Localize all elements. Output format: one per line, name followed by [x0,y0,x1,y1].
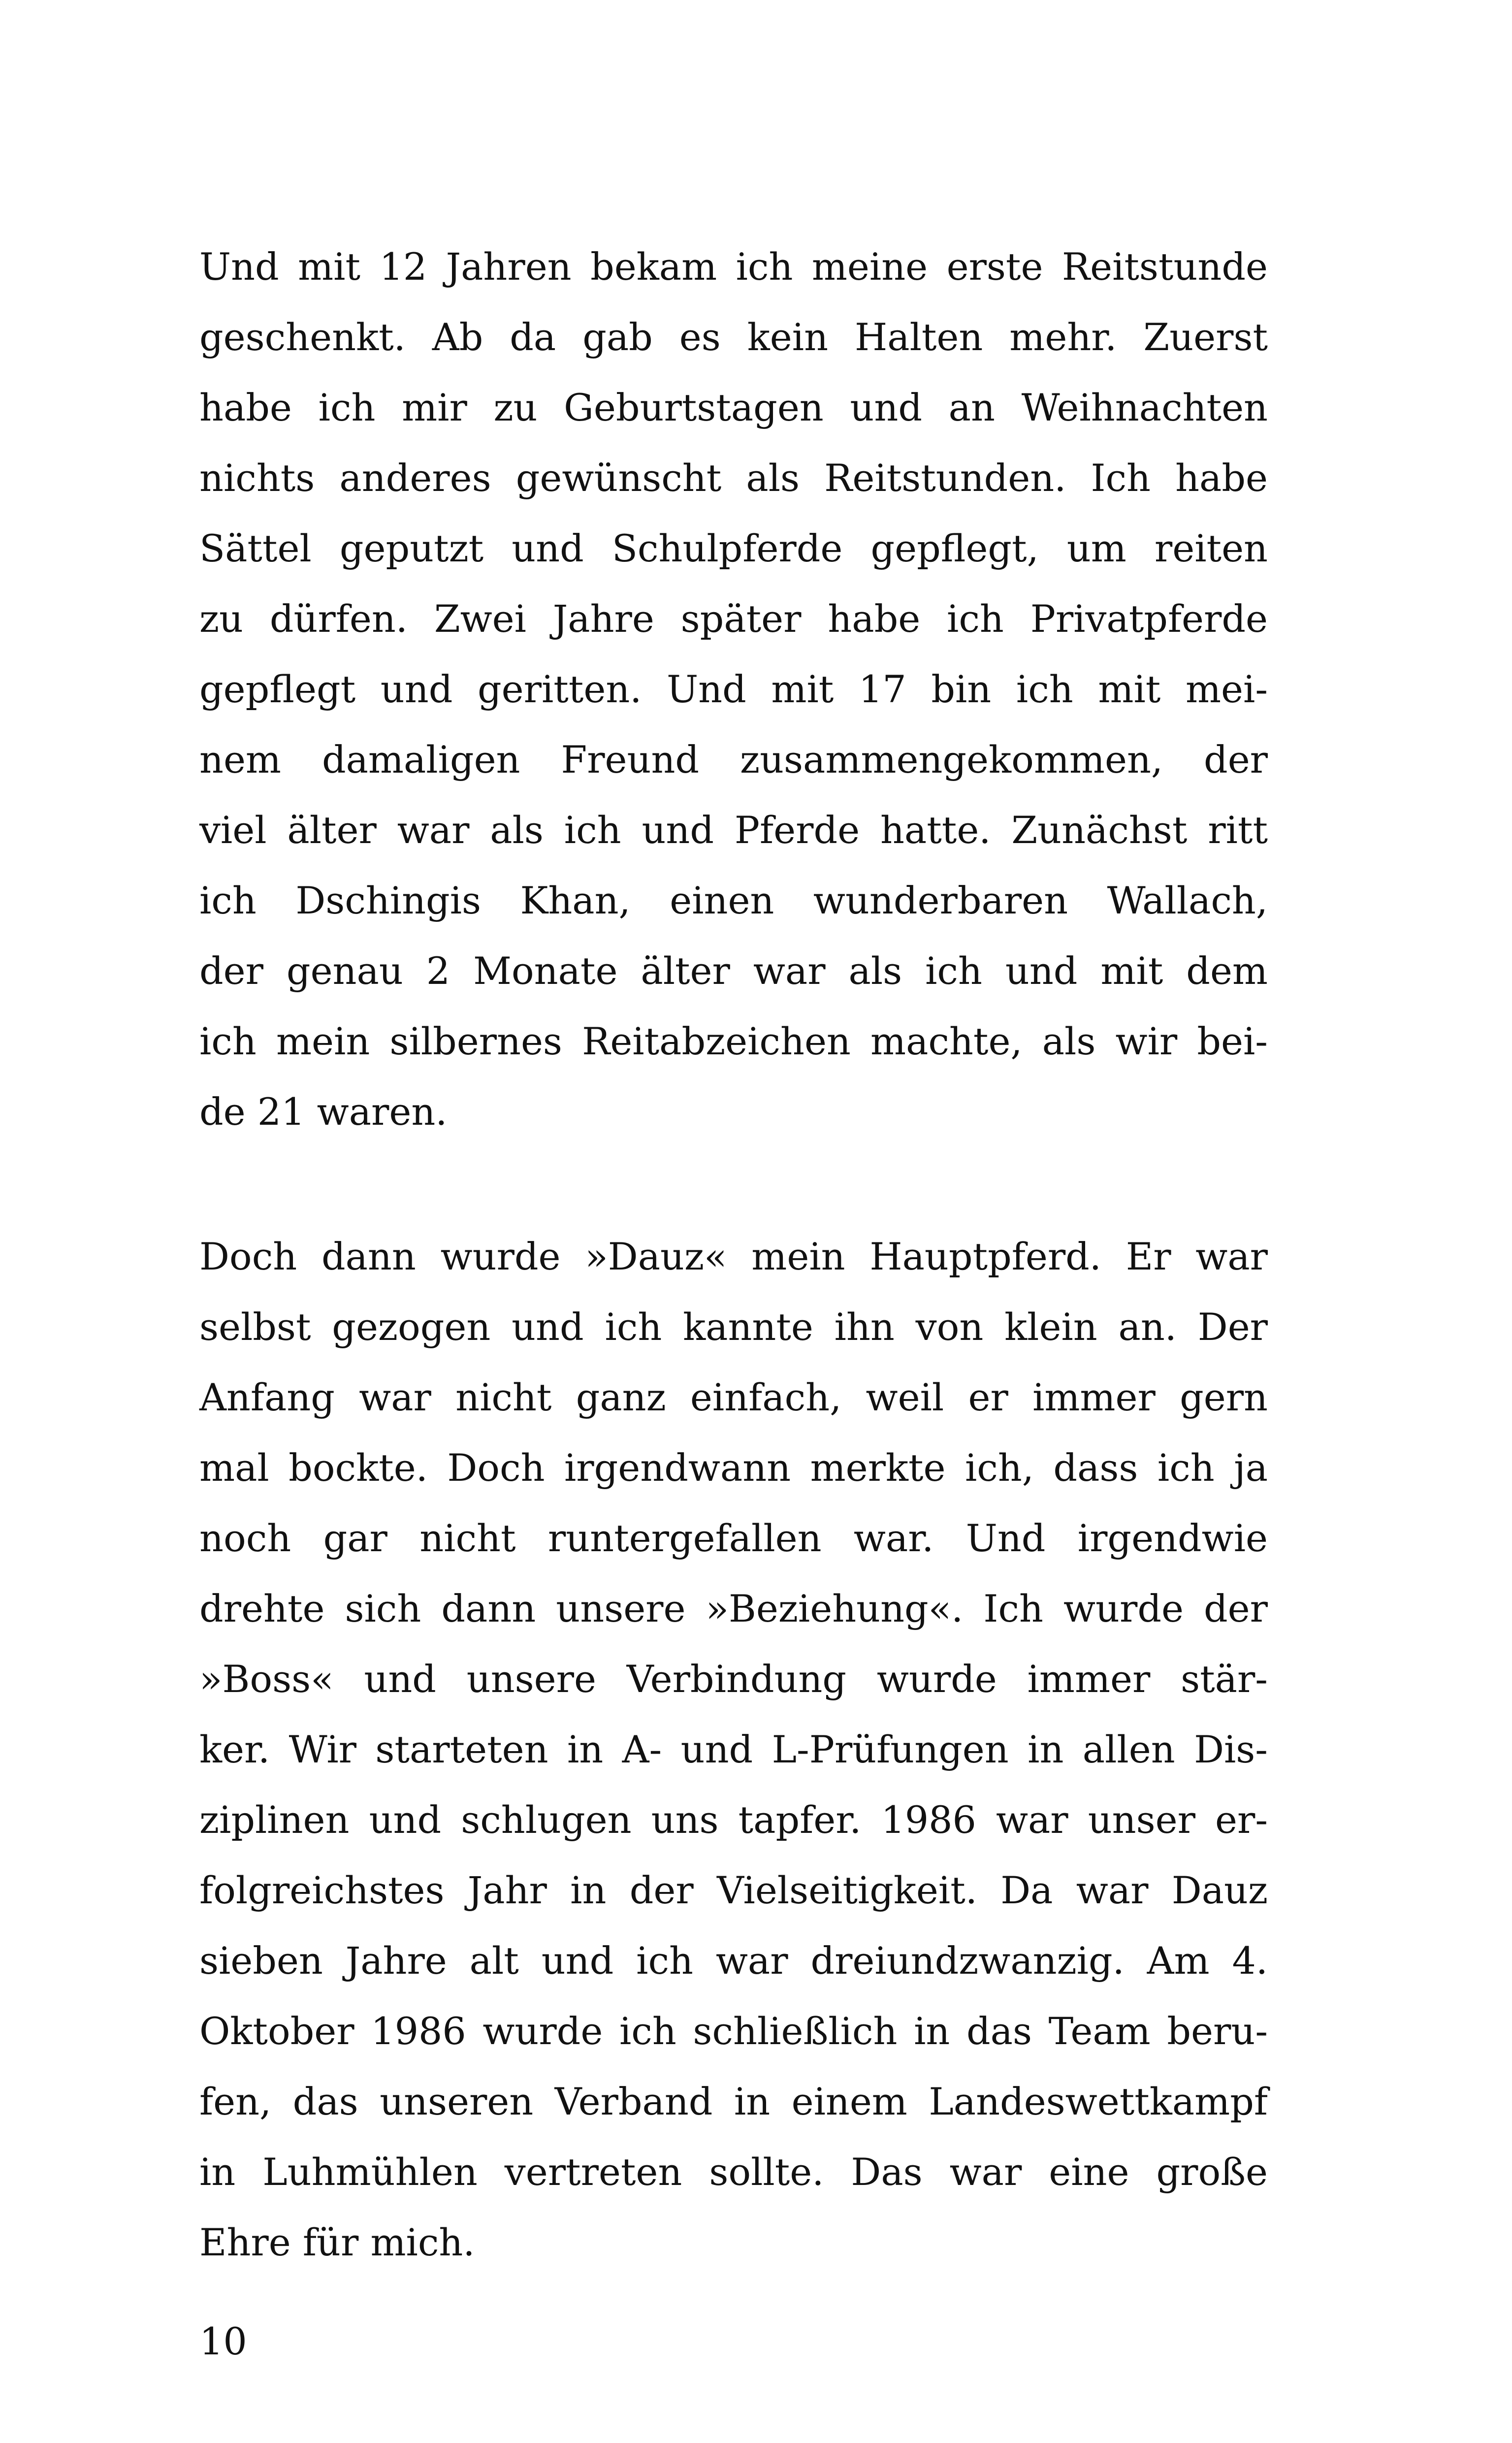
paragraph-line: ich Dschingis Khan, einen wunderbaren Wallach, [199,879,1268,922]
paragraph-line: viel älter war als ich und Pferde hatte. Zunächst ritt [199,808,1268,852]
paragraph-line: fen, das unseren Verband in einem Landeswettkampf [199,2080,1268,2123]
paragraph-line: Und mit 12 Jahren bekam ich meine erste Reitstunde [199,245,1268,289]
paragraph-line: der genau 2 Monate älter war als ich und mit dem [199,949,1268,993]
paragraph-line: ziplinen und schlugen uns tapfer. 1986 war unser er- [199,1798,1268,1842]
paragraph-line: zu dürfen. Zwei Jahre später habe ich Privatpferde [199,597,1268,641]
paragraph-line: Anfang war nicht ganz einfach, weil er immer gern [199,1375,1268,1419]
paragraph-line: Oktober 1986 wurde ich schließlich in das Team beru- [199,2009,1268,2053]
paragraph-line: ker. Wir starteten in A- und L-Prüfungen in allen Dis- [199,1727,1268,1771]
paragraph-line: »Boss« und unsere Verbindung wurde immer stär- [199,1657,1268,1701]
paragraph-line: nichts anderes gewünscht als Reitstunden. Ich habe [199,456,1268,500]
paragraph-1 [199,231,1268,1147]
paragraph-line: Sättel geputzt und Schulpferde gepflegt, um reiten [199,526,1268,570]
paragraph-line: sieben Jahre alt und ich war dreiundzwanzig. Am 4. [199,1939,1268,1983]
paragraph-line: drehte sich dann unsere »Beziehung«. Ich wurde der [199,1587,1268,1630]
paragraph-line: geschenkt. Ab da gab es kein Halten mehr. Zuerst [199,315,1268,359]
paragraph-2 [199,1221,1268,2278]
paragraph-line: gepflegt und geritten. Und mit 17 bin ich mit mei- [199,667,1268,711]
paragraph-line: de 21 waren. [199,1090,448,1134]
paragraph-line: ich mein silbernes Reitabzeichen machte, als wir bei- [199,1019,1268,1063]
paragraph-line: Doch dann wurde »Dauz« mein Hauptpferd. Er war [199,1235,1268,1278]
paragraph-line: in Luhmühlen vertreten sollte. Das war eine große [199,2150,1268,2194]
paragraph-line: noch gar nicht runtergefallen war. Und irgendwie [199,1516,1268,1560]
paragraph-line: nem damaligen Freund zusammengekommen, der [199,738,1268,782]
paragraph-line: Ehre für mich. [199,2220,475,2264]
page-number: 10 [199,2319,247,2363]
paragraph-line: habe ich mir zu Geburtstagen und an Weihnachten [199,386,1268,429]
paragraph-line: selbst gezogen und ich kannte ihn von klein an. Der [199,1305,1268,1349]
paragraph-line: mal bockte. Doch irgendwann merkte ich, dass ich ja [199,1446,1268,1490]
paragraph-line: folgreichstes Jahr in der Vielseitigkeit. Da war Dauz [199,1868,1268,1912]
